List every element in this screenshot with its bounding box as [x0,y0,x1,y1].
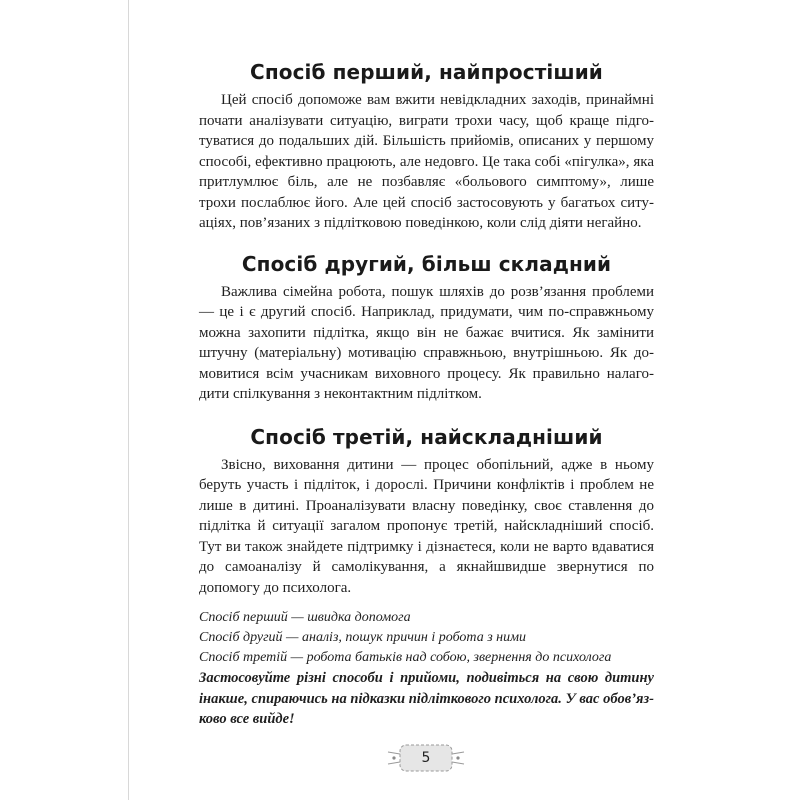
section-paragraph: Звісно, виховання дитини — процес обопільний, адже в ньому беруть участь і підліток, і дорослі. Причини конфліктів і проблем не лише в дитині. Проаналізувати власну поведінку, своє ставлення до підлітка й ситуації загалом пропонує третій, найскладніший спосіб. Тут ви також знайдете підтримку і дізнаєтеся, коли не варто вдаватися до самоаналізу й самолікування, а якнайшвидше звернутися по допомогу до психолога. [199,456,654,596]
page-content [199,58,654,730]
section-title: Спосіб перший, найпростіший [250,60,603,84]
page-edge [128,0,129,800]
page-number: 5 [421,750,431,766]
section-third [199,423,654,599]
section-first [199,58,654,234]
section-paragraph: Важлива сімейна робота, пошук шляхів до розв’язання проблеми — це і є другий спосіб. Наприклад, придумати, чим по-справжньому можна захопити підлітка, якщо він не бажає вчитися. Як замінити штучну (матеріальну) мотивацію справжньою, внутрішньою. Як домовитися всім учасникам виховного процесу. Як правильно налагодити спілкування з неконтактним підлітком. [199,283,654,402]
summary-block [199,608,654,730]
section-paragraph: Цей спосіб допоможе вам вжити невідкладних заходів, принаймні почати аналізувати ситуацію, виграти трохи часу, щоб краще підготуватися до подальших дій. Більшість прийомів, описаних у першому способі, ефективно працюють, але недовго. Це така собі «пігулка», яка притлумлює біль, але не позбавляє «больового симптому», лише трохи послаблює його. Але цей спосіб застосовують у багатьох ситуаціях, пов’язаних з підлітковою поведінкою, коли слід діяти негайно. [199,92,654,231]
section-title: Спосіб другий, більш складний [241,251,612,276]
summary-line: Спосіб третій — робота батьків над собою, звернення до психолога [199,650,612,665]
closing-paragraph: Застосовуйте різні способи і прийоми, подивіться на свою дитину інакше, спираючись на підказки підліткового психолога. У вас обов’язково все вийде! [199,670,654,727]
summary-line: Спосіб другий — аналіз, пошук причин і робота з ними [199,630,527,645]
page-number-badge [386,742,466,774]
summary-line: Спосіб перший — швидка допомога [199,610,411,625]
section-second [199,250,654,405]
section-title: Спосіб третій, найскладніший [250,424,603,449]
